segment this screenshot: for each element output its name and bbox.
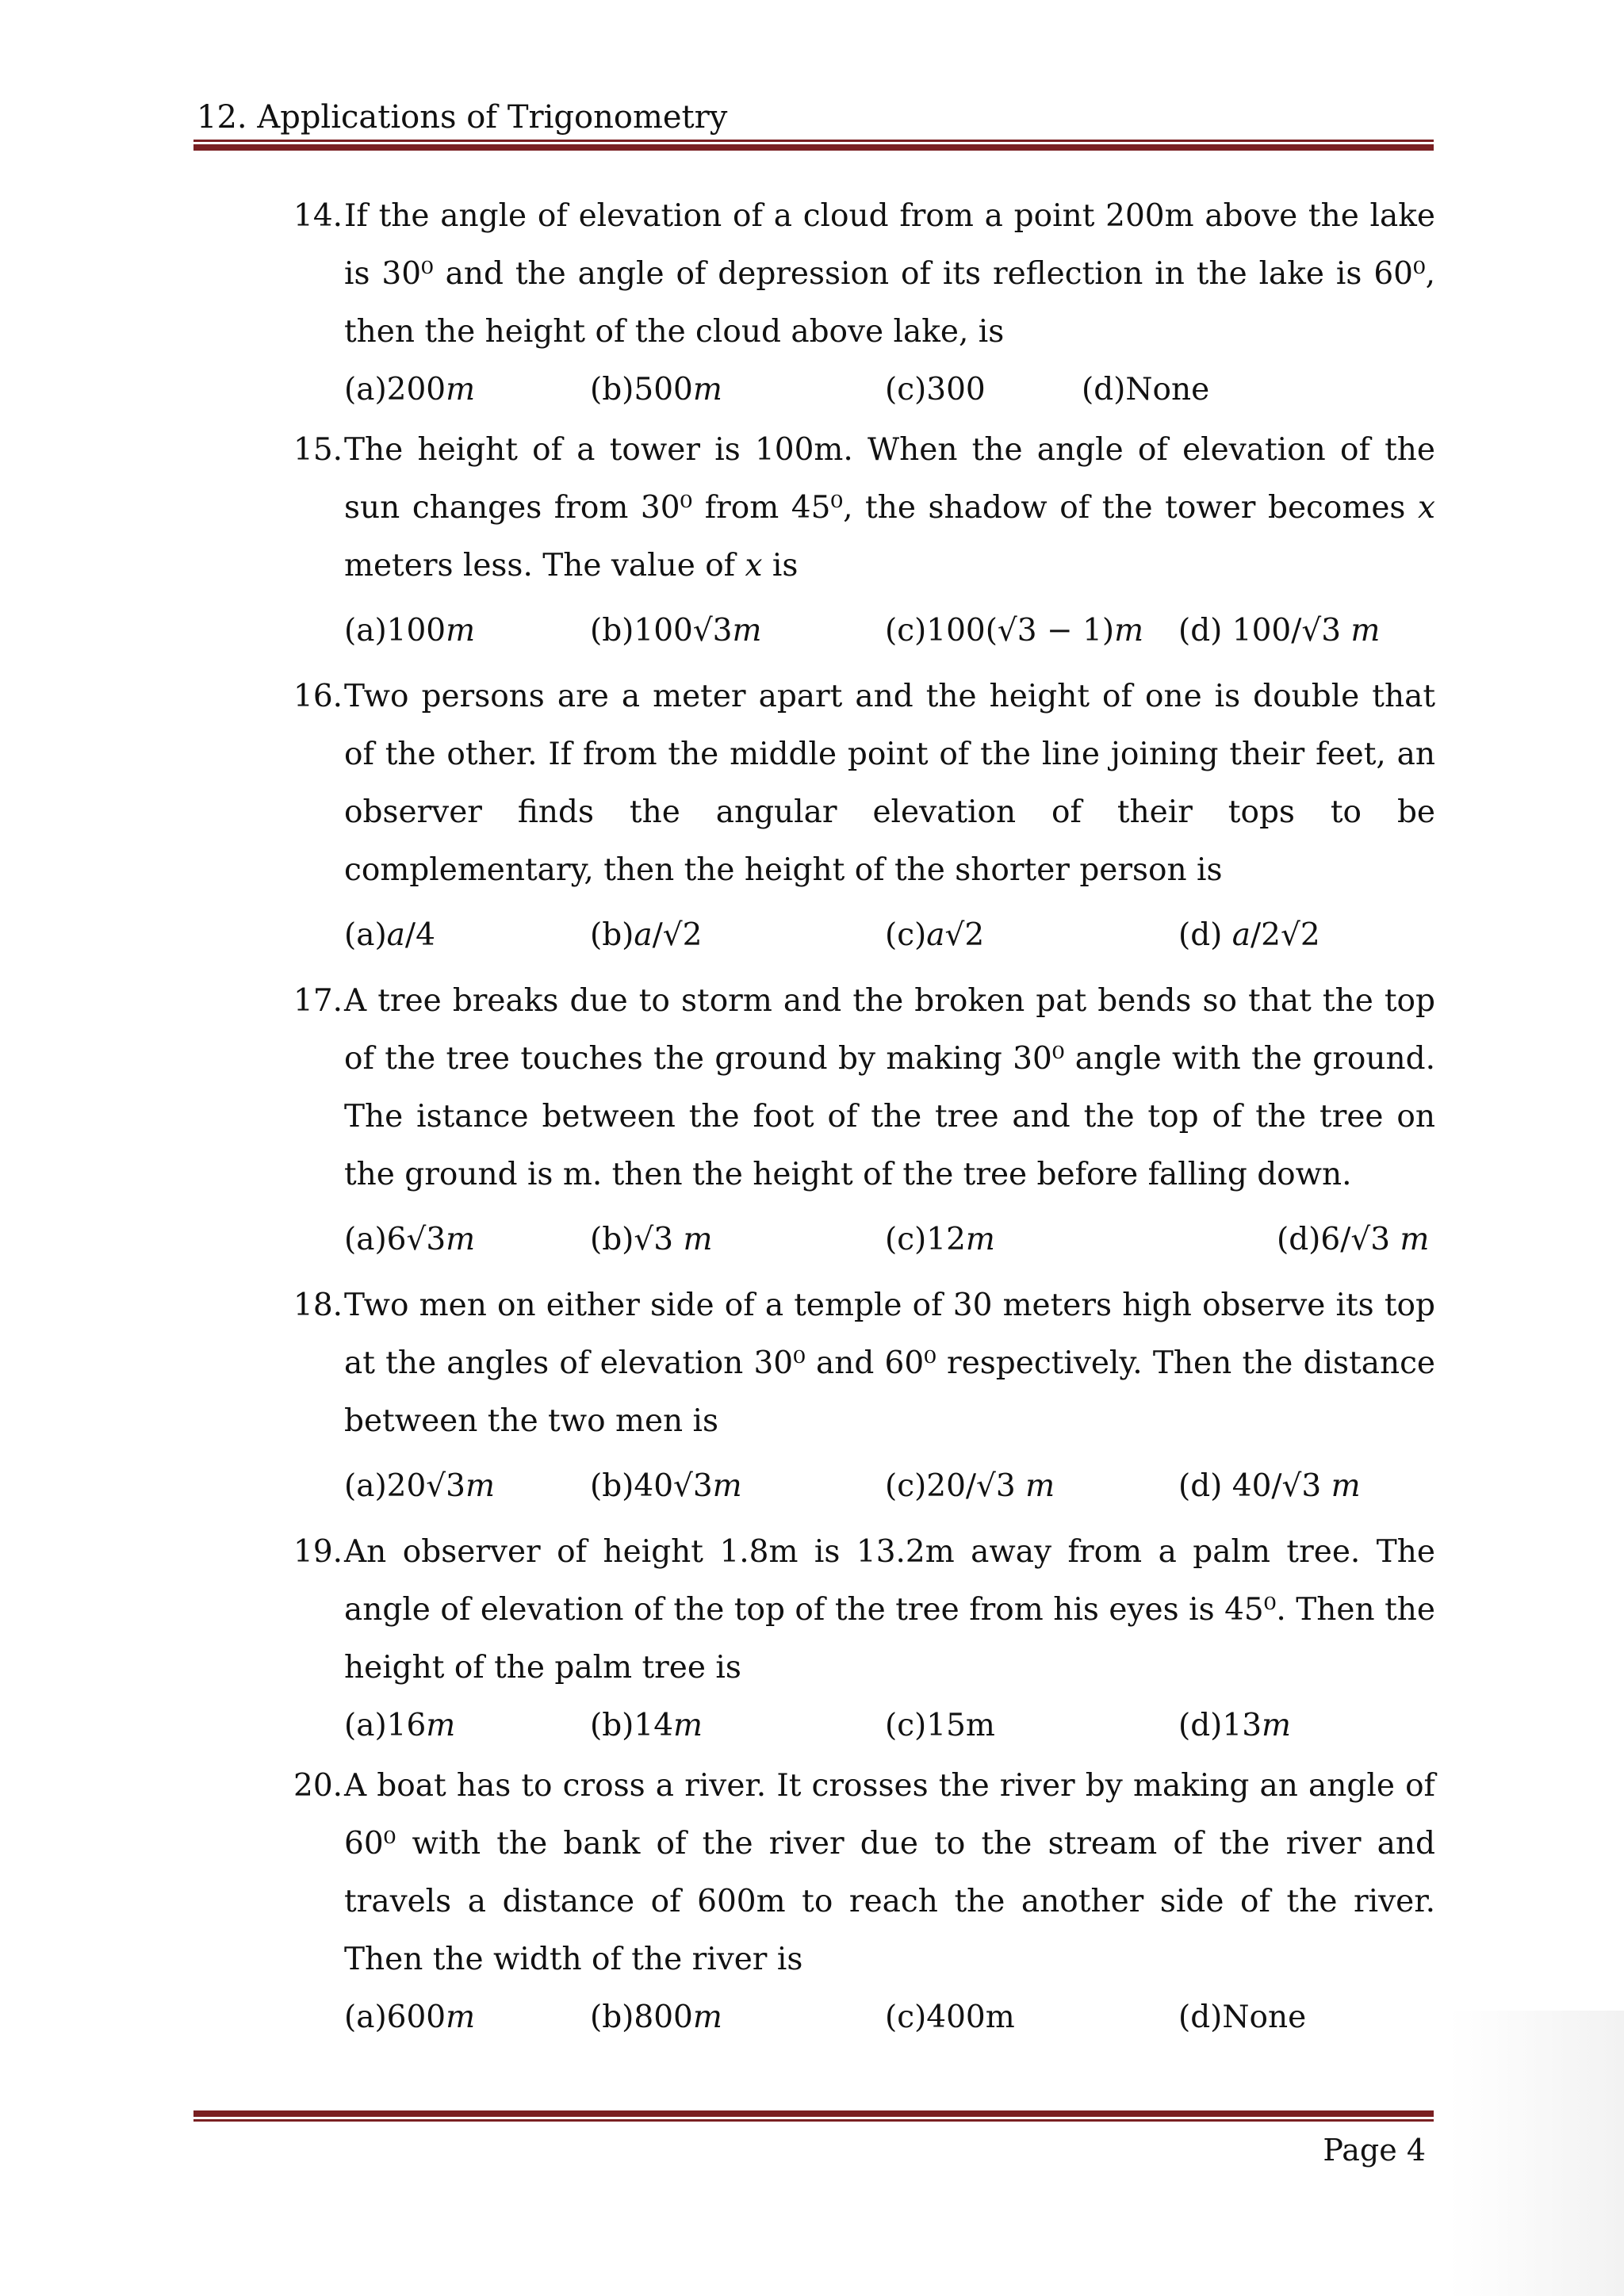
question-19 [293, 1523, 1435, 1757]
question-number: 18. [293, 1288, 343, 1323]
option-d: (d) 40/√3 𝑚 [1178, 1468, 1361, 1504]
option-a: (a)20√3𝑚 [344, 1468, 495, 1504]
question-14 [293, 187, 1435, 421]
option-b: (b)800𝑚 [590, 1999, 722, 2035]
question-17 [293, 972, 1435, 1276]
options-row [344, 361, 1435, 421]
options-row [344, 1203, 1435, 1276]
question-text: An observer of height 1.8m is 13.2m away from a palm tree. The angle of elevation of the top of the tree from his eyes is 45⁰. Then the height of the palm tree is [344, 1534, 1435, 1686]
question-16 [293, 668, 1435, 972]
option-a: (a)𝑎/4 [344, 917, 435, 953]
option-d: (d)6/√3 𝑚 [1277, 1222, 1430, 1257]
option-c: (c)100(√3 − 1)𝑚 [885, 613, 1144, 649]
option-b: (b)𝑎/√2 [590, 917, 703, 953]
footer-divider [193, 2110, 1434, 2122]
option-a: (a)6√3𝑚 [344, 1222, 476, 1257]
option-b: (b)100√3𝑚 [590, 613, 762, 649]
scan-shading [1450, 2011, 1624, 2296]
options-row [344, 1988, 1435, 2049]
question-text: The height of a tower is 100m. When the angle of elevation of the sun changes from 30⁰ from 45⁰, the shadow of the tower becomes 𝑥 meters less. The value of 𝑥 is [344, 432, 1435, 584]
question-text: A tree breaks due to storm and the broken pat bends so that the top of the tree touches the ground by making 30⁰ angle with the ground. The istance between the foot of the tree and the top of the tree on the ground is m. then the height of the tree before falling down. [344, 983, 1435, 1192]
option-c: (c)𝑎√2 [885, 917, 985, 953]
question-number: 14. [293, 198, 343, 234]
question-20 [293, 1757, 1435, 2049]
option-c: (c)300 [885, 372, 986, 408]
question-number: 19. [293, 1534, 343, 1570]
options-row [344, 595, 1435, 668]
option-a: (a)600𝑚 [344, 1999, 476, 2035]
page-header-title: 12. Applications of Trigonometry [197, 99, 728, 136]
options-row [344, 899, 1435, 972]
option-b: (b)40√3𝑚 [590, 1468, 742, 1504]
option-c: (c)400m [885, 1999, 1015, 2035]
option-a: (a)100𝑚 [344, 613, 476, 649]
option-b: (b)500𝑚 [590, 372, 722, 408]
question-15 [293, 421, 1435, 668]
option-a: (a)200𝑚 [344, 372, 476, 408]
header-divider [193, 140, 1434, 151]
option-a: (a)16𝑚 [344, 1708, 456, 1743]
options-row [344, 1450, 1435, 1523]
question-number: 20. [293, 1768, 343, 1804]
option-c: (c)12𝑚 [885, 1222, 995, 1257]
page-number: Page 4 [1323, 2133, 1426, 2168]
question-text: Two persons are a meter apart and the height of one is double that of the other. If from the middle point of the line joining their feet, an observer finds the angular elevation of their tops to be complementary, then the height of the shorter person is [344, 679, 1435, 888]
option-c: (c)15m [885, 1708, 995, 1743]
option-d: (d) 𝑎/2√2 [1178, 917, 1320, 953]
option-b: (b)14𝑚 [590, 1708, 703, 1743]
question-list [293, 187, 1435, 2049]
option-c: (c)20/√3 𝑚 [885, 1468, 1055, 1504]
option-d: (d)13𝑚 [1178, 1708, 1292, 1743]
option-b: (b)√3 𝑚 [590, 1222, 713, 1257]
options-row [344, 1697, 1435, 1757]
question-number: 16. [293, 679, 343, 714]
question-number: 17. [293, 983, 343, 1019]
question-text: Two men on either side of a temple of 30 meters high observe its top at the angles of elevation 30⁰ and 60⁰ respectively. Then the distance between the two men is [344, 1288, 1435, 1439]
question-text: If the angle of elevation of a cloud from a point 200m above the lake is 30⁰ and the angle of depression of its reflection in the lake is 60⁰, then the height of the cloud above lake, is [344, 198, 1435, 350]
option-d: (d) 100/√3 𝑚 [1178, 613, 1381, 649]
option-d: (d)None [1082, 372, 1210, 408]
question-18 [293, 1276, 1435, 1523]
question-text: A boat has to cross a river. It crosses the river by making an angle of 60⁰ with the bank of the river due to the stream of the river and travels a distance of 600m to reach the another side of the river. Then the width of the river is [344, 1768, 1435, 1977]
question-number: 15. [293, 432, 343, 468]
option-d: (d)None [1178, 1999, 1307, 2035]
